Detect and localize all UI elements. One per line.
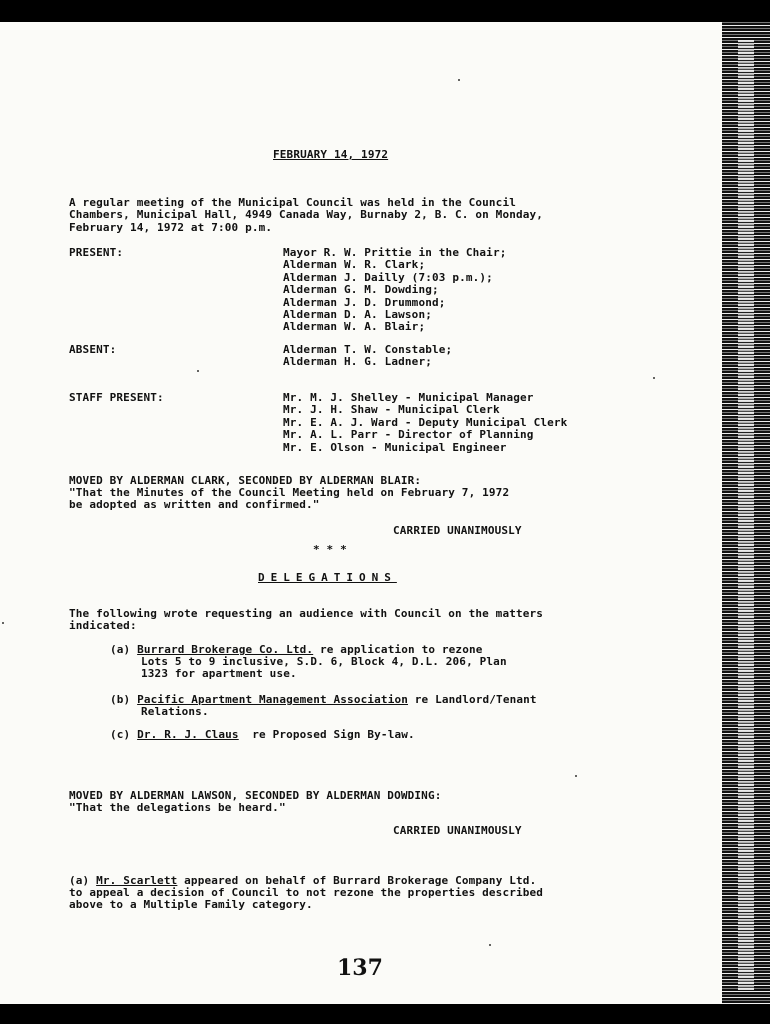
present-label: PRESENT: xyxy=(69,246,124,259)
motion1-text: "That the Minutes of the Council Meeting held on February 7, 1972 be adopted as written and confirmed." xyxy=(69,486,510,512)
motion1-mover: MOVED BY ALDERMAN CLARK, SECONDED BY ALDERMAN BLAIR: xyxy=(69,474,422,487)
delegation-text: re Proposed Sign By-law. xyxy=(238,728,415,741)
staff-list: Mr. M. J. Shelley - Municipal Manager Mr. J. H. Shaw - Municipal Clerk Mr. E. A. J. Ward - Deputy Municipal Clerk Mr. A. L. Parr - Director of Planning Mr. E. Olson - Municipal Engineer xyxy=(283,391,568,454)
delegation-name: Pacific Apartment Management Association xyxy=(137,693,409,706)
delegation-marker: (a) xyxy=(110,643,131,656)
page-number: 137 xyxy=(337,955,383,981)
delegation-c xyxy=(110,729,415,741)
speck xyxy=(653,377,655,379)
delegation-text: re application to rezone xyxy=(313,643,483,656)
delegation-b-continued: Relations. xyxy=(141,705,209,718)
document-page xyxy=(0,22,722,1004)
intro-paragraph: A regular meeting of the Municipal Council was held in the Council Chambers, Municipal Hall, 4949 Canada Way, Burnaby 2, B. C. on Monday, February 14, 1972 at 7:00 p.m. xyxy=(69,196,544,234)
speck xyxy=(489,944,491,946)
delegation-a-continued: Lots 5 to 9 inclusive, S.D. 6, Block 4, D.L. 206, Plan 1323 for apartment use. xyxy=(141,655,507,681)
paragraph-line1: appeared on behalf of Burrard Brokerage Company Ltd. xyxy=(177,874,537,887)
delegation-text: re Landlord/Tenant xyxy=(408,693,537,706)
delegation-marker: (b) xyxy=(110,693,131,706)
absent-label: ABSENT: xyxy=(69,343,117,356)
paragraph-marker: (a) xyxy=(69,874,90,887)
motion2-result: CARRIED UNANIMOUSLY xyxy=(393,824,522,837)
speaker-name: Mr. Scarlett xyxy=(96,874,178,887)
absent-list: Alderman T. W. Constable; Alderman H. G. Ladner; xyxy=(283,343,453,369)
speck xyxy=(458,79,460,81)
delegations-intro: The following wrote requesting an audience with Council on the matters indicated: xyxy=(69,607,544,633)
motion2-mover: MOVED BY ALDERMAN LAWSON, SECONDED BY ALDERMAN DOWDING: xyxy=(69,789,442,802)
date-heading: FEBRUARY 14, 1972 xyxy=(273,148,389,161)
speck xyxy=(197,370,199,372)
motion1-result: CARRIED UNANIMOUSLY xyxy=(393,524,522,537)
paragraph-a-continued: to appeal a decision of Council to not rezone the properties described above to a Multiple Family category. xyxy=(69,886,544,912)
delegation-name: Burrard Brokerage Co. Ltd. xyxy=(137,643,314,656)
staff-label: STAFF PRESENT: xyxy=(69,391,164,404)
present-list: Mayor R. W. Prittie in the Chair; Alderman W. R. Clark; Alderman J. Dailly (7:03 p.m.); Alderman G. M. Dowding; Alderman J. D. Drummond; Alderman D. A. Lawson; Alderman W. A. Blair; xyxy=(283,246,507,334)
delegation-marker: (c) xyxy=(110,728,131,741)
motion2-text: "That the delegations be heard." xyxy=(69,801,286,814)
separator: * * * xyxy=(313,543,347,556)
speck xyxy=(2,622,4,624)
speck xyxy=(575,775,577,777)
delegation-name: Dr. R. J. Claus xyxy=(137,728,239,741)
section-heading: DELEGATIONS xyxy=(258,571,397,584)
scan-edge-texture xyxy=(738,40,754,990)
